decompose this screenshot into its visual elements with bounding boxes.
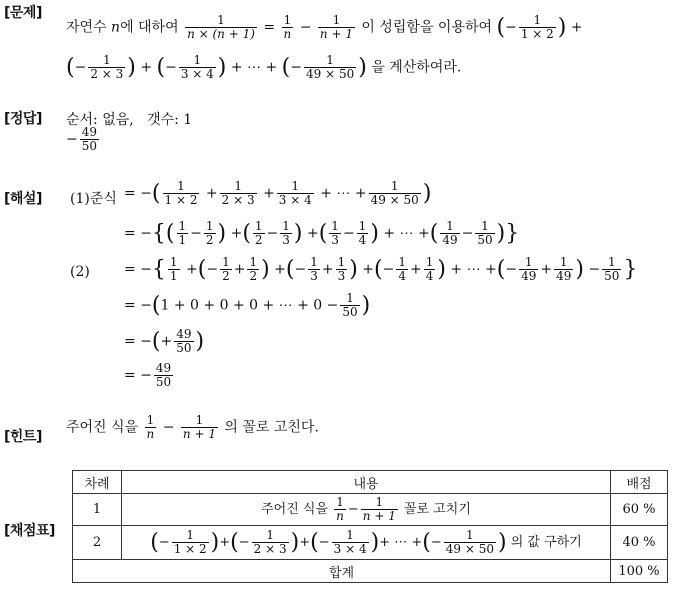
answer-value: − $\frac{49}{50}$ <box>66 125 98 153</box>
problem-line-2: (− $\frac{1}{2 \times 3}$ ) + (− $\frac{1}{3 \times 4}$ ) + ⋯ + (− $\frac{1}{49 \times 50}$ ) 을 계산하여라. <box>66 53 462 81</box>
solution-step-3: = −{ $\frac{1}{1}$ +(− $\frac{1}{2}$ + $\frac{1}{2}$ ) +(− $\frac{1}{3}$ + $\frac{1}{3}$ ) +(− $\frac{1}{4}$ + $\frac{1}{4}$ ) + ⋯ +(− $\frac{1}{49}$ + $\frac{1}{49}$ ) − $\frac{1}{50}$ } <box>124 255 638 283</box>
answer-order: 순서: 없음, <box>66 112 134 128</box>
scoring-table <box>72 470 668 583</box>
variable-n: n <box>111 19 121 36</box>
total-score: 100 % <box>611 560 668 583</box>
problem-text: 자연수 <box>66 19 107 36</box>
hint-tag: [힌트] <box>4 429 42 445</box>
solution-step-5: = −(+ $\frac{49}{50}$ ) <box>124 327 205 355</box>
problem-line-1: 자연수 n에 대하여 $\frac{1}{n \times (n + 1)}$ = $\frac{1}{n}$ − $\frac{1}{n + 1}$ 이 성립함을 이용하여 (− $\frac{1}{1 \times 2}$ ) + <box>66 13 583 41</box>
problem-text: 을 계산하여라. <box>371 59 462 76</box>
fraction: $\frac{1}{2 \times 3}$ <box>90 53 124 81</box>
solution-tag: [해설] <box>4 191 42 207</box>
fraction: $\frac{1}{49 \times 50}$ <box>306 53 355 81</box>
answer-tag: [정답] <box>4 111 42 127</box>
solution-step-4: = −(1 + 0 + 0 + 0 + ⋯ + 0 − $\frac{1}{50}$ ) <box>124 291 371 319</box>
table-total-row <box>73 560 668 583</box>
row-number: 2 <box>73 526 122 560</box>
header-cell: 내용 <box>122 471 611 494</box>
header-cell: 배점 <box>611 471 668 494</box>
table-row <box>73 494 668 526</box>
solution-label-2: (2) <box>70 264 90 280</box>
header-cell: 차례 <box>73 471 122 494</box>
fraction: $\frac{1}{n}$ <box>283 13 292 41</box>
row-content: 주어진 식을 $\frac{1}{n}$ − $\frac{1}{n + 1}$ 꼴로 고치기 <box>122 494 611 526</box>
problem-text: 이 성립함을 이용하여 <box>361 19 493 36</box>
total-label: 합계 <box>73 560 611 583</box>
solution-step-2: = −{( $\frac{1}{1}$ − $\frac{1}{2}$ ) +( $\frac{1}{2}$ − $\frac{1}{3}$ ) +( $\frac{1}{3}$ − $\frac{1}{4}$ ) + ⋯ +( $\frac{1}{49}$ − $\frac{1}{50}$ )} <box>124 219 520 247</box>
problem-tag: [문제] <box>4 5 42 21</box>
row-content: (− $\frac{1}{1 \times 2}$ )+(− $\frac{1}{2 \times 3}$ )+(− $\frac{1}{3 \times 4}$ )+ ⋯ +(− $\frac{1}{49 \times 50}$ ) 의 값 구하기 <box>122 526 611 560</box>
fraction: $\frac{1}{n \times (n + 1)}$ <box>187 13 255 41</box>
row-number: 1 <box>73 494 122 526</box>
solution-label-1: (1)준식 <box>70 191 117 207</box>
scoring-tag: [채점표] <box>4 523 55 539</box>
hint-text: 주어진 식을 $\frac{1}{n}$ − $\frac{1}{n + 1}$ 의 꼴로 고친다. <box>66 413 319 441</box>
fraction: $\frac{1}{1 \times 2}$ <box>520 13 554 41</box>
fraction: $\frac{1}{n + 1}$ <box>319 13 353 41</box>
problem-text: 에 대하여 <box>120 19 179 36</box>
table-header-row <box>73 471 668 494</box>
answer-count: 갯수: 1 <box>147 112 193 128</box>
table-row <box>73 526 668 560</box>
fraction: $\frac{1}{3 \times 4}$ <box>180 53 214 81</box>
row-score: 40 % <box>611 526 668 560</box>
solution-step-6: = − $\frac{49}{50}$ <box>124 361 172 389</box>
row-score: 60 % <box>611 494 668 526</box>
solution-step-1: = −( $\frac{1}{1 \times 2}$ + $\frac{1}{2 \times 3}$ + $\frac{1}{3 \times 4}$ + ⋯ + $\frac{1}{49 \times 50}$ ) <box>124 179 432 207</box>
